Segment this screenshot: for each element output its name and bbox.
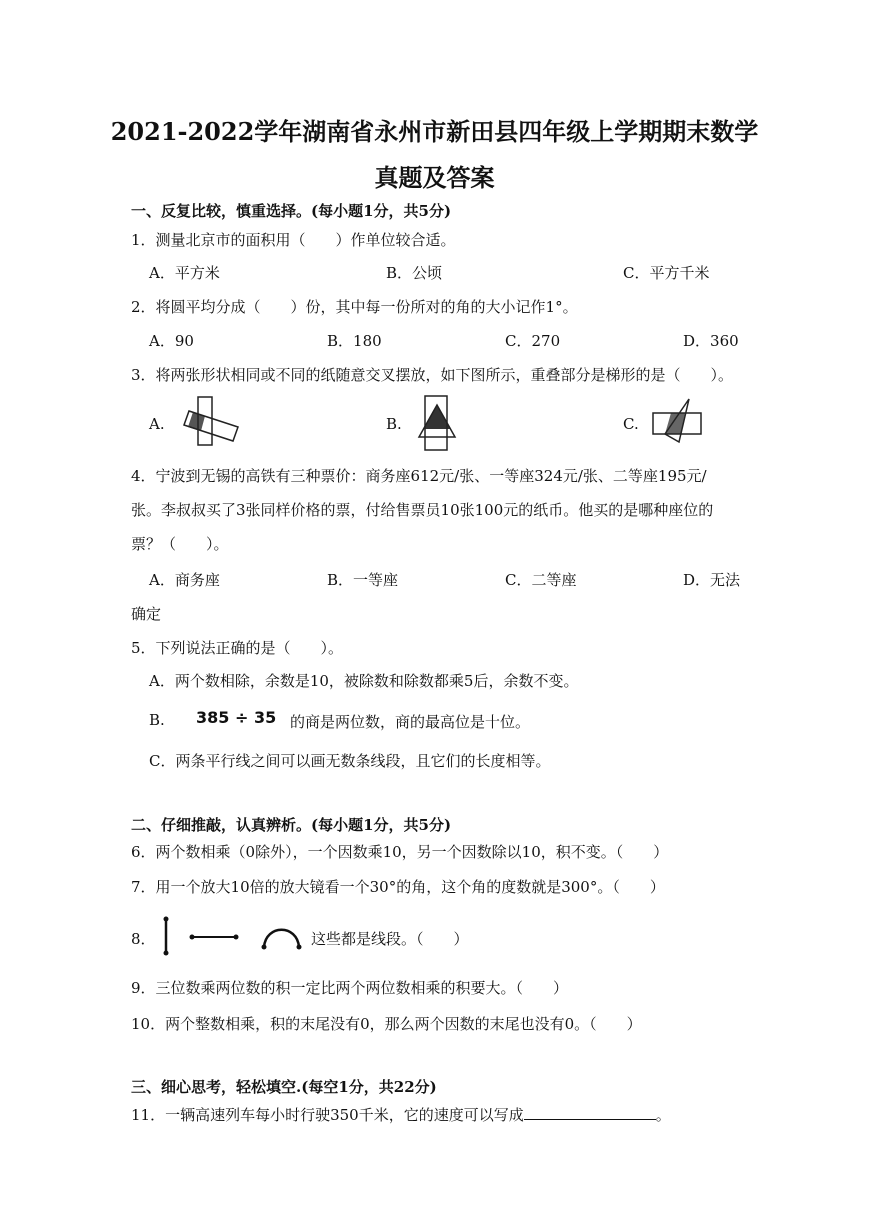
q2-option-d: D．360	[683, 332, 739, 350]
q5-option-c: C．两条平行线之间可以画无数条线段，且它们的长度相等。	[149, 752, 551, 770]
section-heading-2: 二、仔细推敲，认真辨析。(每小题1分，共5分)	[131, 816, 452, 834]
question-4-line2: 张。李叔叔买了3张同样价格的票，付给售票员10张100元的纸币。他买的是哪种座位的	[131, 501, 714, 519]
q8-figures	[155, 914, 305, 958]
q11-answer-blank[interactable]	[524, 1105, 656, 1120]
section-heading-3: 三、细心思考，轻松填空.(每空1分，共22分)	[131, 1078, 437, 1096]
q4-option-b: B．一等座	[327, 571, 399, 589]
q3-figure-b-overlap	[424, 405, 450, 429]
q3-option-a: A.	[149, 415, 165, 433]
q4-option-c: C．二等座	[505, 571, 577, 589]
q5-option-a: A．两个数相除，余数是10，被除数和除数都乘5后，余数不变。	[149, 672, 579, 690]
q8-vertical-segment	[164, 917, 169, 956]
question-7-text: 7．用一个放大10倍的放大镜看一个30°的角，这个角的度数就是300°。（ ）	[131, 878, 665, 896]
q2-option-a: A．90	[149, 332, 194, 350]
q8-horizontal-segment	[190, 935, 239, 940]
q3-option-c: C.	[623, 415, 639, 433]
q3-figure-b	[417, 392, 457, 454]
q2-option-b: B．180	[327, 332, 382, 350]
question-11-end: 。	[655, 1106, 671, 1124]
question-11-text: 11．一辆高速列车每小时行驶350千米，它的速度可以写成	[131, 1106, 524, 1124]
q5-option-b-text: 的商是两位数，商的最高位是十位。	[290, 713, 531, 731]
question-6-text: 6．两个数相乘（0除外），一个因数乘10，另一个因数除以10，积不变。（ ）	[131, 843, 669, 861]
page-title: 2021-2022学年湖南省永州市新田县四年级上学期期末数学	[110, 117, 759, 146]
page-subtitle: 真题及答案	[374, 163, 495, 192]
question-5-text: 5．下列说法正确的是（ ）。	[131, 639, 344, 657]
q2-option-c: C．270	[505, 332, 561, 350]
q8-arc-curve	[262, 930, 302, 950]
question-1-text: 1．测量北京市的面积用（ ）作单位较合适。	[131, 231, 456, 249]
question-4-line3: 票？（ ）。	[131, 535, 229, 553]
question-3-text: 3．将两张形状相同或不同的纸随意交叉摆放，如下图所示，重叠部分是梯形的是（ ）。	[131, 366, 734, 384]
question-8-label: 8．	[131, 930, 156, 948]
q3-figure-c	[651, 396, 705, 446]
q1-option-b: B．公顷	[386, 264, 443, 282]
q3-figure-a	[180, 395, 242, 447]
question-2-text: 2．将圆平均分成（ ）份，其中每一份所对的角的大小记作1°。	[131, 298, 578, 316]
q3-option-b: B.	[386, 415, 402, 433]
question-9-text: 9．三位数乘两位数的积一定比两个两位数相乘的积要大。（ ）	[131, 979, 569, 997]
question-4-line1: 4．宁波到无锡的高铁有三种票价：商务座612元/张、一等座324元/张、二等座195元/	[131, 467, 707, 485]
question-10-text: 10．两个整数相乘，积的末尾没有0，那么两个因数的末尾也没有0。（ ）	[131, 1015, 642, 1033]
q4-option-d-continued: 确定	[131, 605, 162, 623]
q5-option-b-label: B.	[149, 711, 165, 729]
q1-option-c: C．平方千米	[623, 264, 710, 282]
q4-option-a: A．商务座	[149, 571, 220, 589]
q1-option-a: A．平方米	[149, 264, 220, 282]
question-11	[131, 1104, 671, 1125]
q5-option-b-expression: 385 ÷ 35	[196, 708, 277, 727]
question-8-text: 这些都是线段。（ ）	[311, 930, 469, 948]
q4-option-d: D．无法	[683, 571, 741, 589]
section-heading-1: 一、反复比较，慎重选择。(每小题1分，共5分)	[131, 202, 452, 220]
